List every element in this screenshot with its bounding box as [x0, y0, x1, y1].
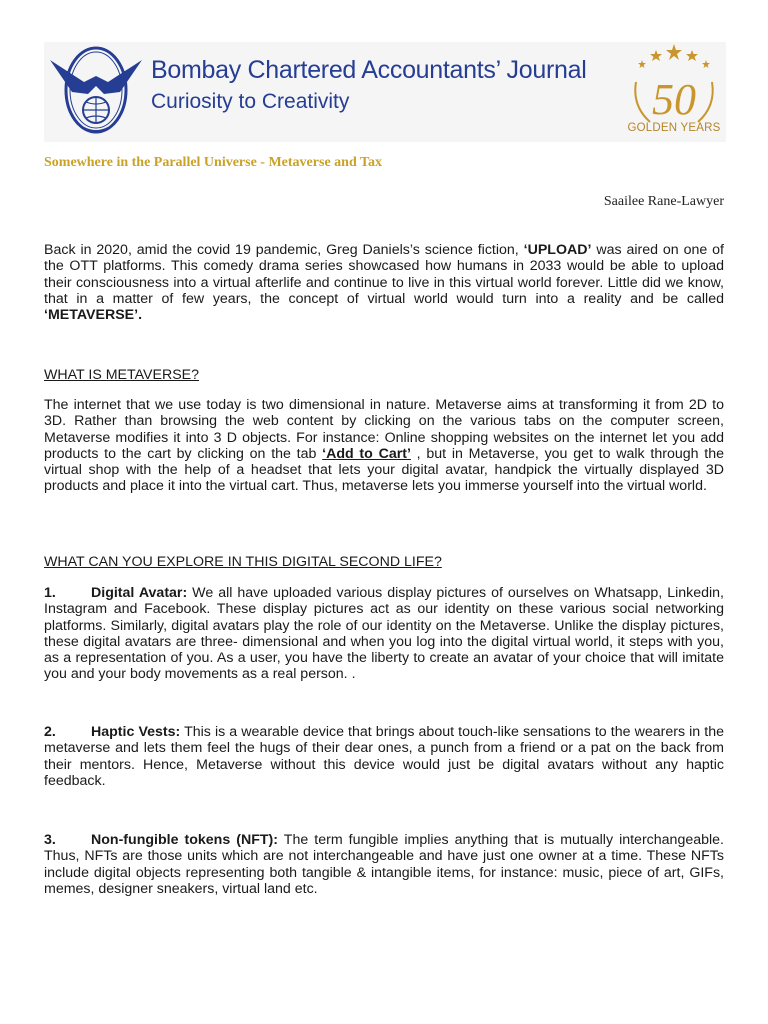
metaverse-paragraph: The internet that we use today is two dimensional in nature. Metaverse aims at transforming it from 2D to 3D. Rather than browsing the web content by clicking on the various tabs on the computer screen, Metaverse modifies it into 3 D objects. For instance: Online shopping websites on the internet let you add products to the cart by clicking on the tab ‘Add to Cart’ , but in Metaverse, you get to walk through the virtual shop with the help of a headset that lets your digital avatar, handpick the virtually displayed 3D products and place it into the virtual cart. Thus, metaverse lets you immerse yourself into the virtual world. — [44, 397, 724, 495]
list-item-haptic-vests: 2. Haptic Vests: This is a wearable device that brings about touch-like sensations to the wearers in the metaverse and lets them feel the hugs of their dear ones, a punch from a friend or a pat on the back from their mentors. Hence, Metaverse without this device would just be digital avatars without any haptic feedback. — [44, 724, 724, 789]
article-title: Somewhere in the Parallel Universe - Metaverse and Tax — [44, 155, 383, 170]
intro-paragraph: Back in 2020, amid the covid 19 pandemic, Greg Daniels’s science fiction, ‘UPLOAD’ was aired on one of the OTT platforms. This comedy drama series showcased how humans in 2033 would be able to upload their consciousness into a virtual afterlife and continue to live in this virtual world forever. Little did we know, that in a matter of few years, the concept of virtual world would turn into a reality and be called ‘METAVERSE’. — [44, 242, 724, 324]
journal-title: Bombay Chartered Accountants’ Journal — [151, 56, 587, 84]
eagle-globe-logo-icon — [44, 40, 148, 136]
list-item-nft: 3. Non-fungible tokens (NFT): The term fungible implies anything that is mutually interchangeable. Thus, NFTs are those units which are not interchangeable and have just one owner at a time. These NFTs include digital objects representing both tangible & intangible items, for instance: music, piece of art, GIFs, memes, designer sneakers, virtual land etc. — [44, 832, 724, 897]
journal-tagline: Curiosity to Creativity — [151, 90, 350, 113]
section-heading-what-is-metaverse: WHAT IS METAVERSE? — [44, 367, 200, 383]
author-name: Saailee Rane-Lawyer — [603, 194, 724, 209]
anniversary-number: 50 — [652, 75, 696, 124]
golden-years-label: GOLDEN YEARS — [627, 122, 721, 134]
list-item-digital-avatar: 1. Digital Avatar: We all have uploaded various display pictures of ourselves on Whatsapp, Linkedin, Instagram and Facebook. These display pictures act as our identity on these various social networking platforms. Similarly, digital avatars play the role of our identity on the Metaverse. Unlike the display pictures, these digital avatars are three- dimensional and when you log into the digital virtual world, it steps with you, as a representation of you. As a user, you have the liberty to create an avatar of your choice that will imitate you and your body movements as a real person. . — [44, 585, 724, 683]
section-heading-explore: WHAT CAN YOU EXPLORE IN THIS DIGITAL SECOND LIFE? — [44, 554, 442, 570]
